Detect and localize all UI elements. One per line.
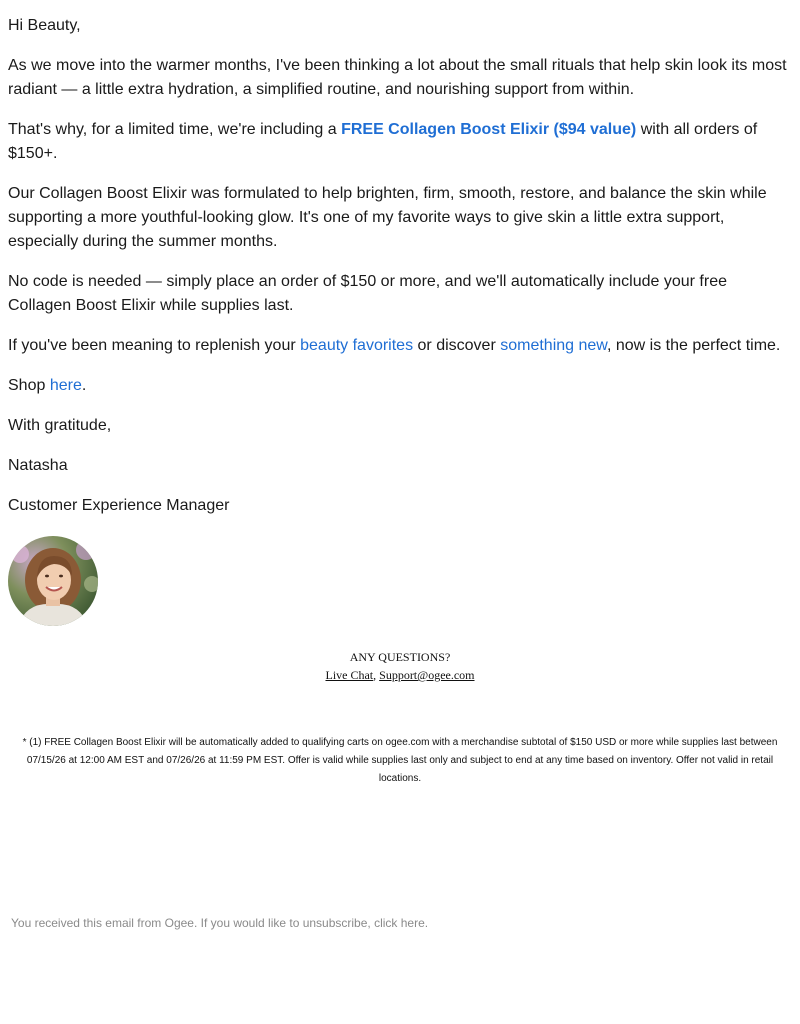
- shop-text-after: .: [81, 377, 87, 394]
- footer-text-after: .: [424, 916, 429, 930]
- something-new-link[interactable]: something new: [500, 337, 607, 354]
- avatar-photo: [8, 536, 98, 626]
- replenish-text-after: , now is the perfect time.: [606, 337, 781, 354]
- replenish-paragraph: [8, 334, 792, 358]
- offer-text-before: That's why, for a limited time, we're including a: [8, 121, 342, 138]
- email-body: [8, 14, 792, 534]
- shop-here-link[interactable]: here: [49, 377, 82, 394]
- closing: With gratitude,: [8, 417, 112, 434]
- avatar: [8, 536, 98, 626]
- no-code-paragraph: No code is needed — simply place an order of $150 or more, and we'll automatically include your free Collagen Boost Elixir while supplies last.: [8, 273, 727, 314]
- questions-separator: ,: [373, 668, 380, 682]
- questions-links: [0, 666, 800, 684]
- replenish-text-middle: or discover: [413, 337, 501, 354]
- shop-text-before: Shop: [8, 377, 50, 394]
- offer-highlight: FREE Collagen Boost Elixir ($94 value): [341, 121, 637, 138]
- offer-disclaimer: * (1) FREE Collagen Boost Elixir will be automatically added to qualifying carts on ogee.com with a merchandise subtotal of $150 USD or more while supplies last between 07/15/26 at 12:00 AM EST and 07/26/26 at 11:59 PM EST. Offer is valid while supplies last only and subject to end at any time based on inventory. Offer not valid in retail locations.: [22, 737, 778, 784]
- shop-paragraph: [8, 374, 792, 398]
- intro-paragraph: As we move into the warmer months, I've been thinking a lot about the small rituals that help skin look its most radiant — a little extra hydration, a simplified routine, and nourishing support from within.: [8, 57, 787, 98]
- footer-text-before: You received this email from Ogee. If you would like to unsubscribe,: [11, 916, 375, 930]
- signature-name: Natasha: [8, 457, 68, 474]
- unsubscribe-link[interactable]: click here: [374, 916, 425, 930]
- questions-section: [0, 648, 800, 684]
- support-email-link[interactable]: Support@ogee.com: [379, 668, 475, 682]
- replenish-text-before: If you've been meaning to replenish your: [8, 337, 301, 354]
- greeting: Hi Beauty,: [8, 17, 81, 34]
- description-paragraph: Our Collagen Boost Elixir was formulated to help brighten, firm, smooth, restore, and balance the skin while supporting a more youthful-looking glow. It's one of my favorite ways to give skin a little extra support, especially during the summer months.: [8, 185, 767, 250]
- live-chat-link[interactable]: Live Chat: [325, 668, 374, 682]
- offer-text-after: with all orders of $150+.: [8, 121, 758, 162]
- signature-title: Customer Experience Manager: [8, 497, 230, 514]
- beauty-favorites-link[interactable]: beauty favorites: [300, 337, 414, 354]
- questions-heading: ANY QUESTIONS?: [349, 650, 451, 664]
- offer-paragraph: [8, 118, 792, 166]
- unsubscribe-footer: [11, 914, 428, 932]
